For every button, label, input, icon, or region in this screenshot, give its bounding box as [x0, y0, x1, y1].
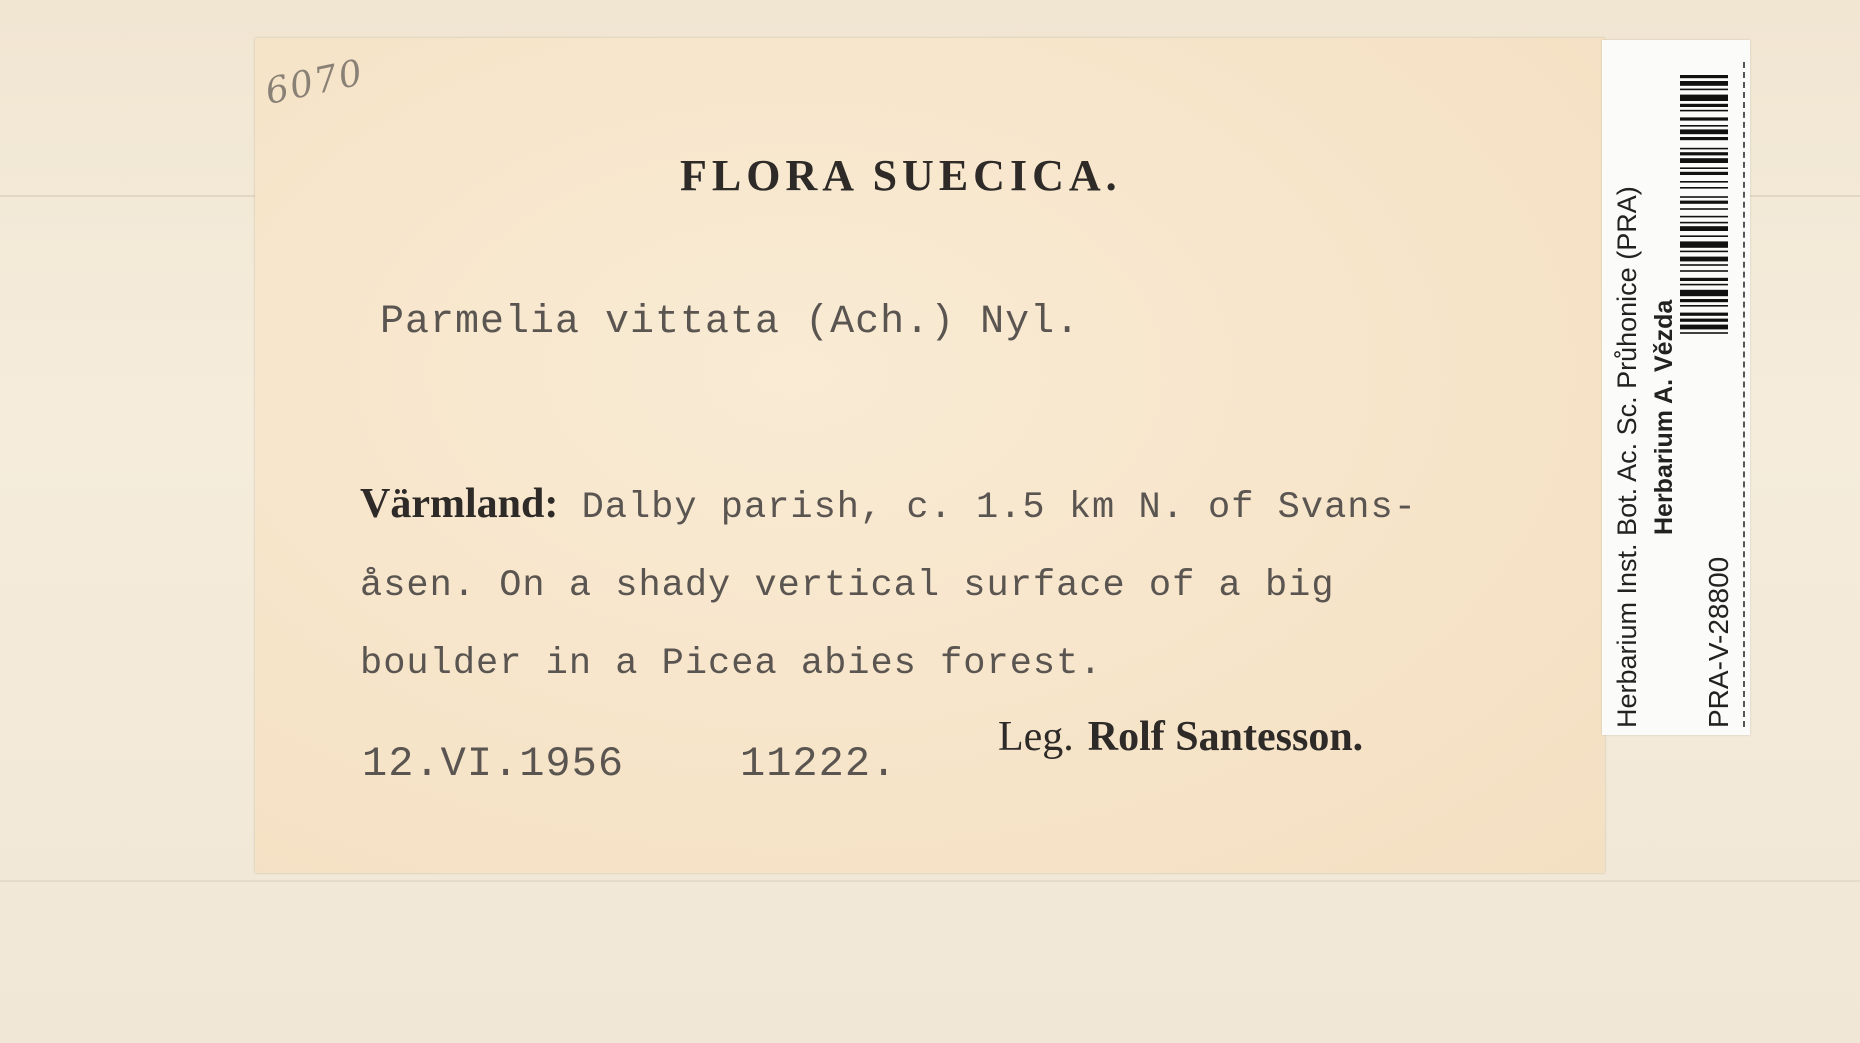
- barcode: [1680, 75, 1728, 465]
- pencil-specimen-number: 6070: [261, 52, 368, 113]
- collector: [998, 713, 1363, 761]
- catalog-number: PRA-V-28800: [1703, 556, 1734, 728]
- region-name: Värmland:: [360, 481, 559, 527]
- label-heading: FLORA SUECICA.: [680, 151, 1122, 200]
- species-name: Parmelia vittata (Ach.) Nyl.: [380, 300, 1081, 345]
- collection-date: 12.VI.1956: [362, 740, 625, 788]
- institution-name: Herbarium Inst. Bot. Ac. Sc. Průhonice (PRA): [1612, 186, 1642, 728]
- locality-line-2: åsen. On a shady vertical surface of a big: [360, 565, 1335, 607]
- collection-number: 11222.: [740, 740, 898, 788]
- locality-line-3: boulder in a Picea abies forest.: [360, 643, 1103, 685]
- collector-prefix: Leg.: [998, 714, 1074, 760]
- locality-text: [360, 465, 1510, 703]
- collector-name: Rolf Santesson.: [1087, 714, 1364, 760]
- herbarium-name: Herbarium A. Vězda: [1650, 299, 1678, 535]
- dashed-cut-line: [1743, 62, 1745, 727]
- envelope-fold-line-lower: [0, 880, 1860, 882]
- locality-line-1: Dalby parish, c. 1.5 km N. of Svans-: [581, 487, 1417, 529]
